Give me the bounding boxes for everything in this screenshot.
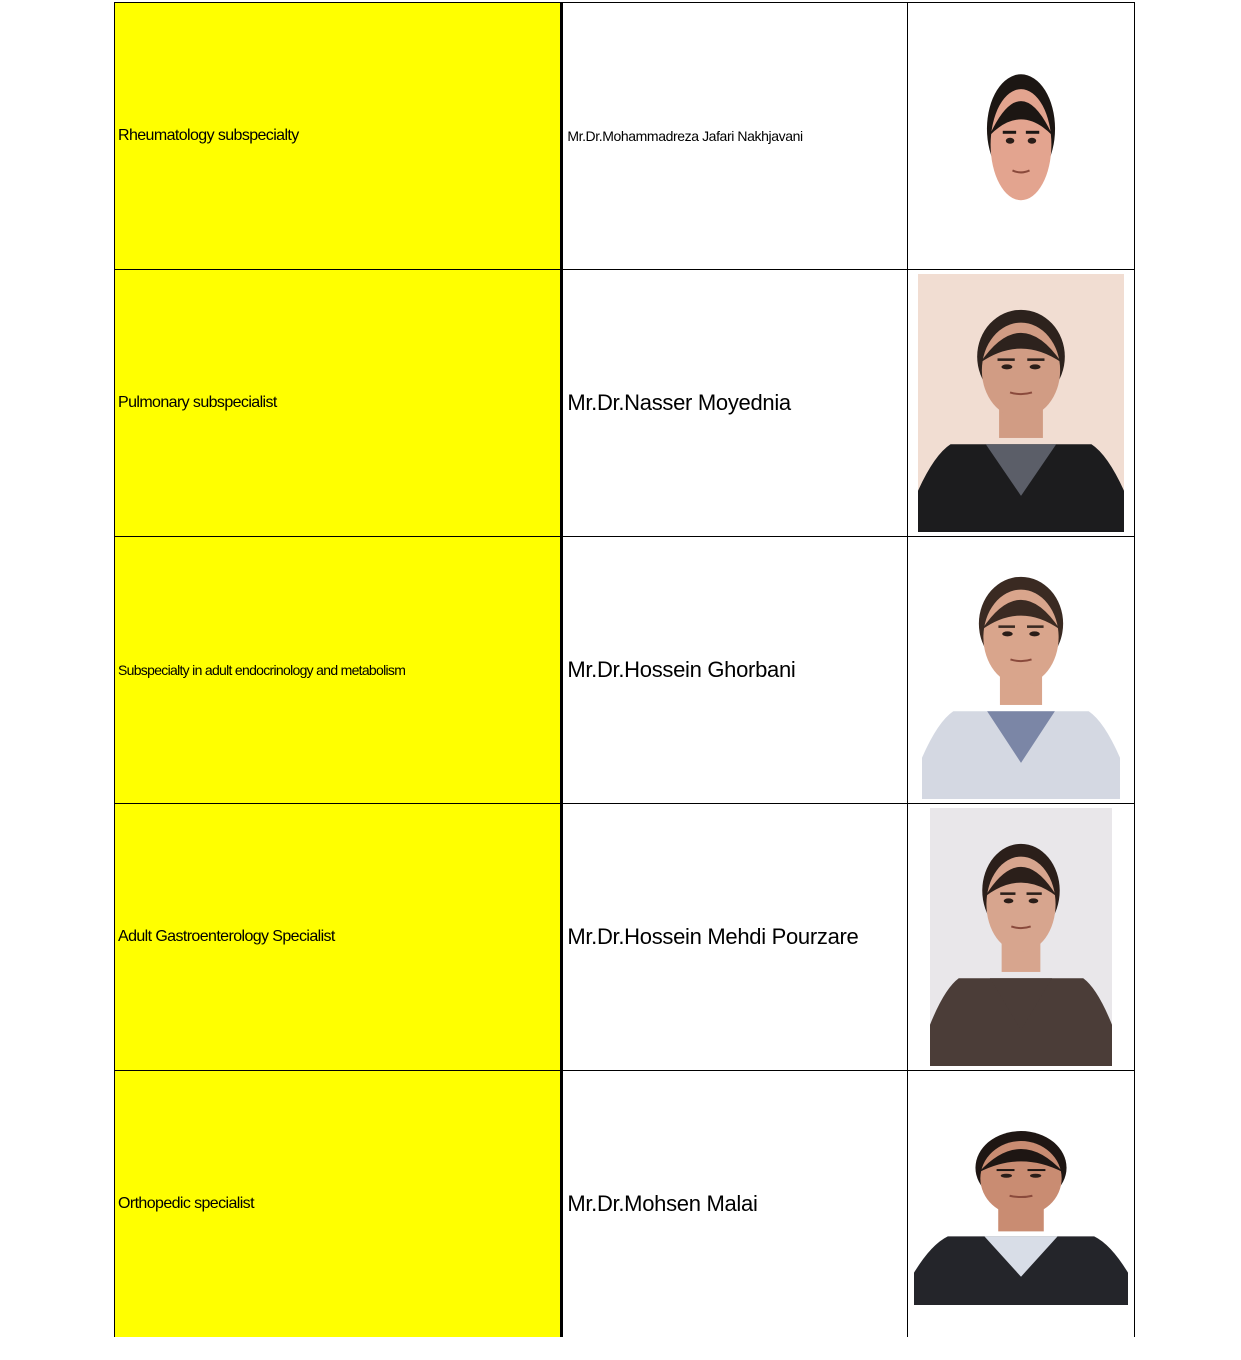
specialty-label: Rheumatology subspecialty <box>118 127 299 144</box>
eyebrow-shape <box>997 1169 1015 1171</box>
doctor-portrait <box>918 274 1124 532</box>
photo-cell <box>908 1071 1135 1338</box>
specialty-cell <box>115 1071 562 1338</box>
eyebrow-shape <box>999 625 1016 628</box>
specialty-cell <box>115 3 562 270</box>
eyebrow-shape <box>1003 131 1016 134</box>
doctor-portrait <box>930 808 1112 1066</box>
specialty-label: Adult Gastroenterology Specialist <box>118 928 335 945</box>
doctor-name: Mr.Dr.Hossein Ghorbani <box>567 657 796 682</box>
specialty-label: Subspecialty in adult endocrinology and metabolism <box>118 662 406 678</box>
table-row <box>115 1071 1135 1338</box>
doctor-portrait <box>922 541 1120 799</box>
specialty-label: Orthopedic specialist <box>118 1195 254 1212</box>
eye-shape <box>1004 898 1014 903</box>
table-row <box>115 270 1135 537</box>
table-row <box>115 3 1135 270</box>
eyebrow-shape <box>1027 625 1044 628</box>
eyebrow-shape <box>1027 892 1042 895</box>
photo-cell <box>908 270 1135 537</box>
doctor-table <box>114 2 1135 1337</box>
eye-shape <box>1029 898 1039 903</box>
eye-shape <box>1002 364 1013 369</box>
name-cell <box>562 537 908 804</box>
photo-cell <box>908 3 1135 270</box>
doctor-name: Mr.Dr.Mohsen Malai <box>567 1191 758 1216</box>
name-cell <box>562 3 908 270</box>
doctor-portrait <box>914 1103 1128 1305</box>
eye-shape <box>1029 631 1040 636</box>
doctor-name: Mr.Dr.Hossein Mehdi Pourzare <box>567 924 859 949</box>
name-cell <box>562 804 908 1071</box>
photo-cell <box>908 804 1135 1071</box>
table-row <box>115 537 1135 804</box>
doctor-name: Mr.Dr.Mohammadreza Jafari Nakhjavani <box>567 128 803 144</box>
eye-shape <box>1030 364 1041 369</box>
eyebrow-shape <box>998 358 1015 361</box>
doctor-portrait <box>941 18 1101 254</box>
eye-shape <box>1028 138 1037 144</box>
specialty-label: Pulmonary subspecialist <box>118 394 277 411</box>
photo-cell <box>908 537 1135 804</box>
eyebrow-shape <box>1027 358 1044 361</box>
eye-shape <box>1001 1174 1012 1178</box>
eyebrow-shape <box>1000 892 1015 895</box>
eye-shape <box>1002 631 1013 636</box>
table-row <box>115 804 1135 1071</box>
eye-shape <box>1006 138 1015 144</box>
specialty-cell <box>115 537 562 804</box>
specialty-cell <box>115 270 562 537</box>
eye-shape <box>1030 1174 1041 1178</box>
specialty-cell <box>115 804 562 1071</box>
name-cell <box>562 270 908 537</box>
doctor-name: Mr.Dr.Nasser Moyednia <box>567 390 791 415</box>
eyebrow-shape <box>1028 1169 1046 1171</box>
eyebrow-shape <box>1026 131 1039 134</box>
name-cell <box>562 1071 908 1338</box>
